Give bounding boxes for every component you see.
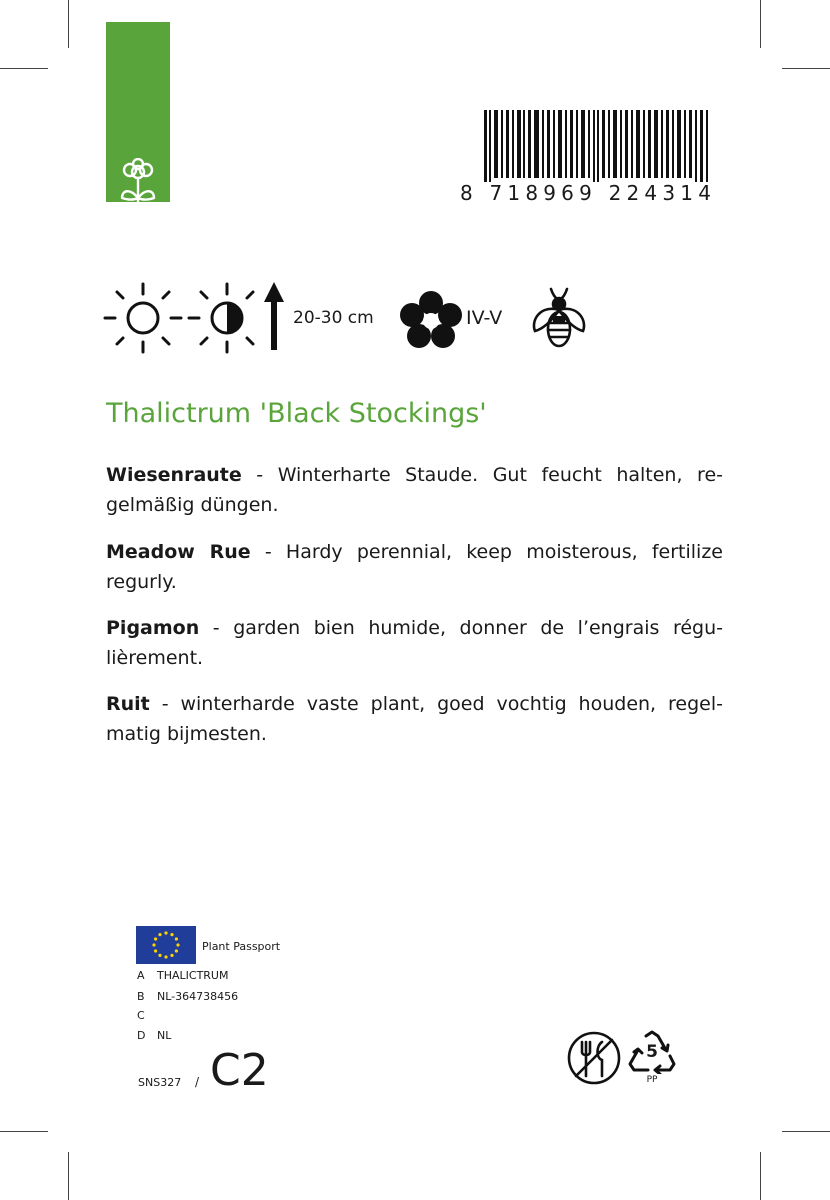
height-arrow-icon [262,280,286,354]
description-name: Pigamon [106,617,200,639]
passport-row [137,969,228,982]
crop-mark [0,1131,48,1132]
passport-row [137,1029,171,1042]
passport-row [137,1009,157,1022]
eu-flag-icon [136,926,196,964]
passport-value: THALICTRUM [157,969,229,982]
half-shade-icon [187,280,267,354]
passport-value: NL [157,1029,172,1042]
size-code: C2 [210,1045,269,1096]
flower-icon [400,291,462,349]
crop-mark [68,0,69,48]
full-sun-icon [103,280,183,354]
product-code: SNS327 [138,1076,182,1089]
description-nl [106,689,723,749]
crop-mark [760,0,761,48]
flower-logo-icon [118,158,158,216]
passport-key: C [137,1009,145,1022]
crop-mark [782,1131,830,1132]
crop-mark [68,1152,69,1200]
description-name: Ruit [106,693,150,715]
description-de [106,460,723,520]
crop-mark [760,1152,761,1200]
barcode-digits: 8 718969 224314 [460,181,717,205]
passport-row [137,990,238,1003]
description-en [106,537,723,597]
description-name: Wiesenraute [106,464,242,486]
bee-icon [527,285,591,351]
description-fr [106,613,723,673]
brand-bar [106,22,170,202]
description-text: - Hardy perennial, keep moisterous, fertilize regurly. [106,541,723,593]
description-name: Meadow Rue [106,541,251,563]
description-text: - winterharde vaste plant, goed vochtig houden, regel-matig bijmesten. [106,693,723,745]
flowering-period: IV-V [466,307,503,329]
passport-key: D [137,1029,146,1042]
barcode [484,110,710,182]
recycle-number: 5 [646,1042,658,1062]
recycle-symbol [626,1030,678,1085]
crop-mark [0,68,48,69]
crop-mark [782,68,830,69]
plant-title: Thalictrum 'Black Stockings' [106,398,487,429]
passport-key: A [137,969,145,982]
recycle-material: PP [646,1075,658,1085]
passport-value: NL-364738456 [157,990,239,1003]
plant-passport-label: Plant Passport [202,940,281,953]
description-text: - garden bien humide, donner de l’engrais régu-lièrement. [106,617,723,669]
code-separator: / [195,1075,200,1089]
description-text: - Winterharte Staude. Gut feucht halten, re-gelmäßig düngen. [106,464,723,516]
not-food-safe-icon [566,1030,622,1086]
plant-height: 20-30 cm [293,308,374,328]
passport-key: B [137,990,145,1003]
